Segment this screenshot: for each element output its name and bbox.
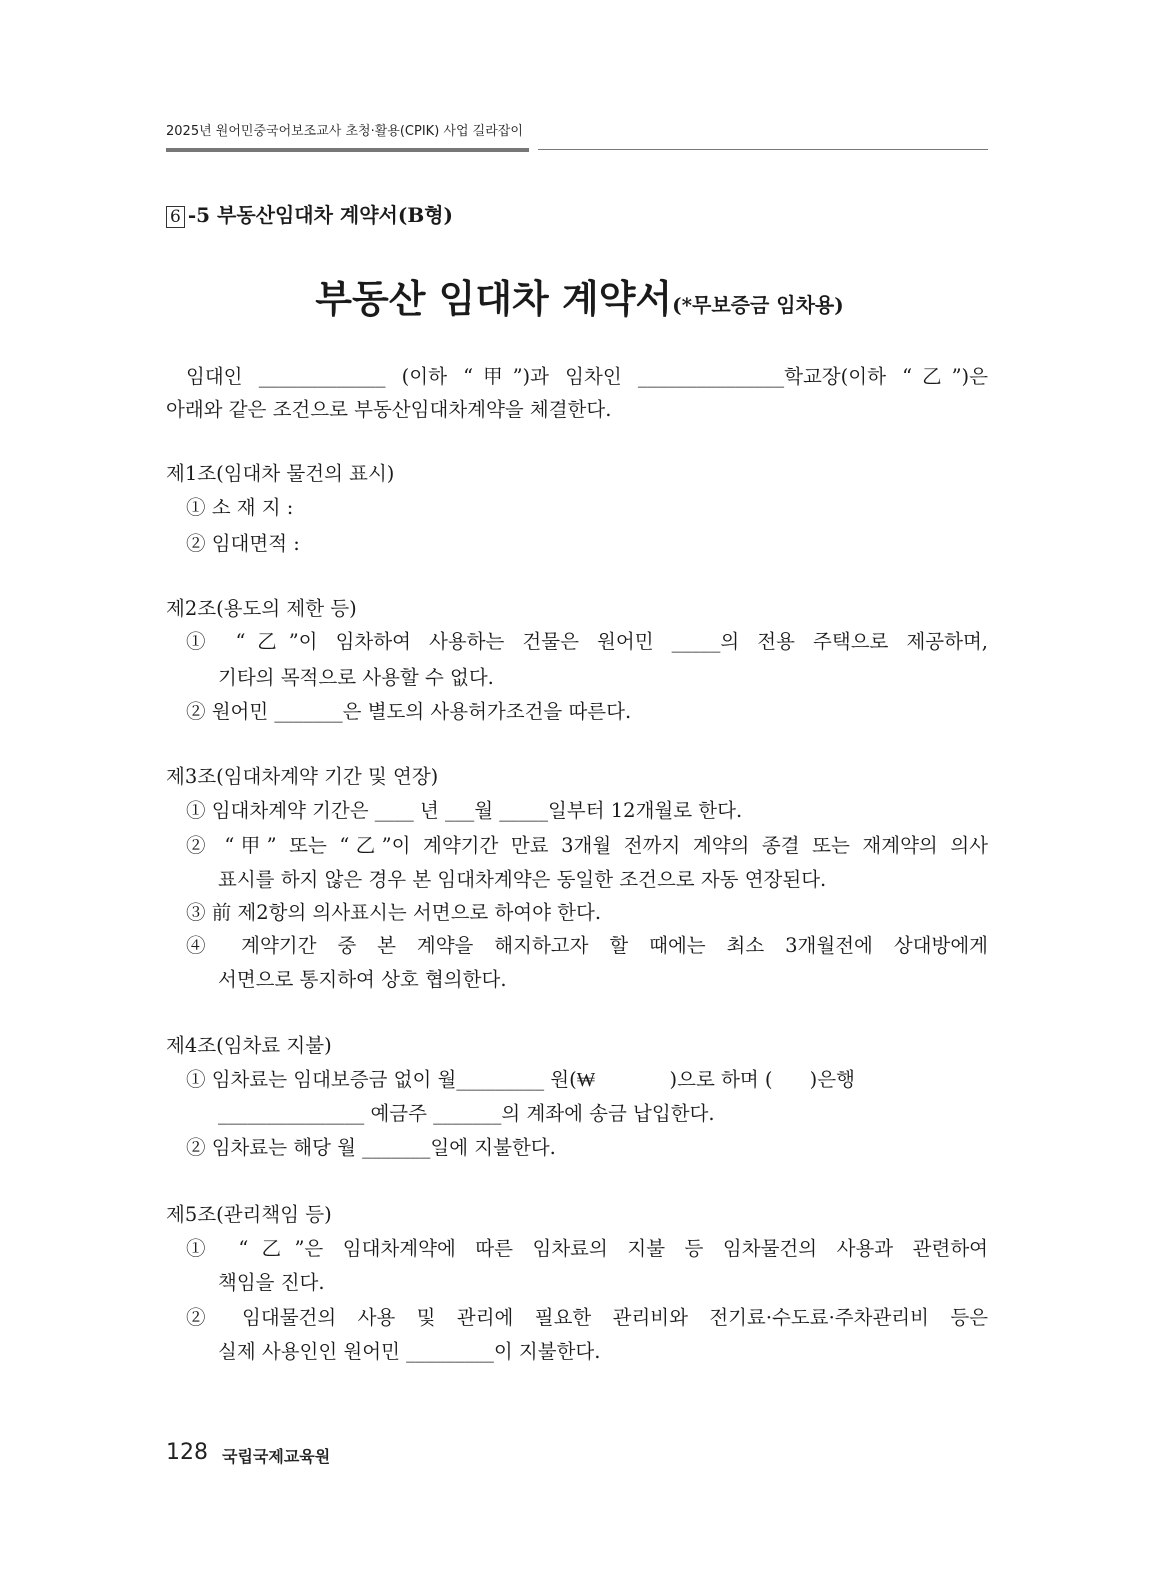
intro-line: 아래와 같은 조건으로 부동산임대차계약을 체결한다. [166,398,612,421]
clause-continuation: 책임을 진다. [218,1271,325,1294]
document-title [0,268,1159,323]
title-sub: (*무보증금 임차용) [672,293,844,317]
section-heading [166,199,453,228]
clause-continuation: _______________ 예금주 _______의 계좌에 송금 납입한다. [218,1102,715,1125]
clause: ④ 계약기간 중 본 계약을 해지하고자 할 때에는 최소 3개월전에 상대방에게 [186,934,988,957]
clause-continuation: 표시를 하지 않은 경우 본 임대차계약은 동일한 조건으로 자동 연장된다. [218,868,827,891]
intro-line: 임대인 _____________ (이하 “甲”)과 임차인 _______________학교장(이하 “乙”)은 [186,365,988,388]
article-heading: 제2조(용도의 제한 등) [166,597,357,620]
clause: ② “甲” 또는 “乙”이 계약기간 만료 3개월 전까지 계약의 종결 또는 재계약의 의사 [186,834,988,857]
clause: ① 임대차계약 기간은 ____ 년 ___월 _____일부터 12개월로 한다. [186,799,743,822]
article-heading: 제4조(임차료 지불) [166,1034,332,1057]
footer-organization: 국립국제교육원 [222,1447,331,1466]
clause: ① 소 재 지 : [186,496,294,519]
clause: ① 임차료는 임대보증금 없이 월_________ 원(₩ )으로 하며 ( )은행 [186,1068,855,1091]
page-number: 128 [166,1440,208,1465]
clause: ③ 前 제2항의 의사표시는 서면으로 하여야 한다. [186,901,602,924]
clause-continuation: 실제 사용인인 원어민 _________이 지불한다. [218,1340,601,1363]
header-rule-thin [538,149,988,150]
clause: ① “乙”은 임대차계약에 따른 임차료의 지불 등 임차물건의 사용과 관련하여 [186,1237,988,1260]
section-number-box: 6 [166,206,185,228]
title-main: 부동산 임대차 계약서 [315,276,673,321]
article-heading: 제5조(관리책임 등) [166,1203,332,1226]
running-header: 2025년 원어민중국어보조교사 초청·활용(CPIK) 사업 길라잡이 [166,124,523,139]
article-heading: 제3조(임대차계약 기간 및 연장) [166,765,439,788]
clause: ② 원어민 _______은 별도의 사용허가조건을 따른다. [186,700,632,723]
clause: ① “乙”이 임차하여 사용하는 건물은 원어민 _____의 전용 주택으로 제공하며, [186,630,988,653]
clause-continuation: 기타의 목적으로 사용할 수 없다. [218,666,494,689]
article-heading: 제1조(임대차 물건의 표시) [166,462,395,485]
clause: ② 임대면적 : [186,532,300,555]
clause-continuation: 서면으로 통지하여 상호 협의한다. [218,968,507,991]
clause: ② 임차료는 해당 월 _______일에 지불한다. [186,1136,556,1159]
clause: ② 임대물건의 사용 및 관리에 필요한 관리비와 전기료·수도료·주차관리비 등은 [186,1306,988,1329]
section-title: -5 부동산임대차 계약서(B형) [187,203,454,227]
header-rule-thick [166,148,529,152]
